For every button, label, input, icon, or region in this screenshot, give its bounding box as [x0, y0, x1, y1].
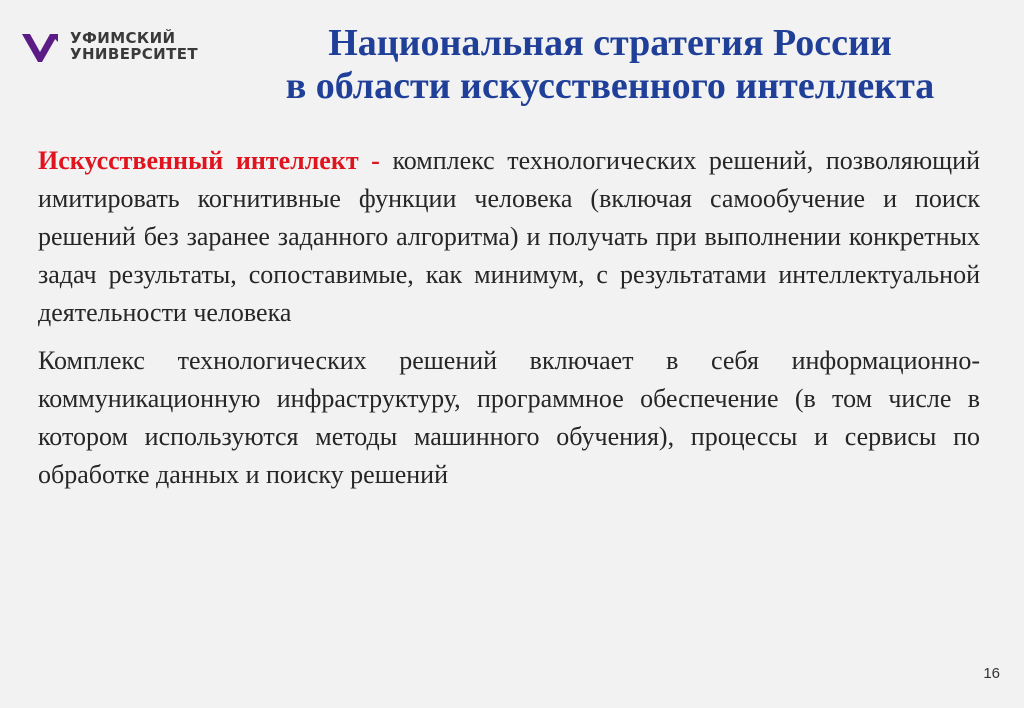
definition-text: комплекс технологических решений, позволяющий имитировать когнитивные функции человека (включая самообучение и поиск решений без заранее заданного алгоритма) и получать при выполнении конкретных задач результаты, сопоставимые, как минимум, с результатами интеллектуальной деятельности человека	[38, 146, 981, 327]
logo-line-2: УНИВЕРСИТЕТ	[70, 45, 199, 63]
slide-body	[38, 142, 980, 504]
title-line-2: в области искусственного интеллекта	[285, 65, 935, 107]
slide-title	[230, 22, 990, 108]
page-number: 16	[983, 665, 1000, 682]
definition-term: Искусственный интеллект -	[38, 146, 380, 175]
complex-paragraph: Комплекс технологических решений включает в себя информационно-коммуникационную инфраструктуру, программное обеспечение (в том числе в котором используются методы машинного обучения), процессы и сервисы по обработке данных и поиску решений	[38, 346, 980, 489]
university-logo-icon	[20, 26, 60, 66]
logo-line-1: УФИМСКИЙ	[70, 29, 176, 47]
logo-text	[70, 30, 198, 62]
title-line-1: Национальная стратегия России	[328, 22, 892, 64]
definition-paragraph	[38, 142, 980, 332]
university-logo	[20, 26, 198, 66]
